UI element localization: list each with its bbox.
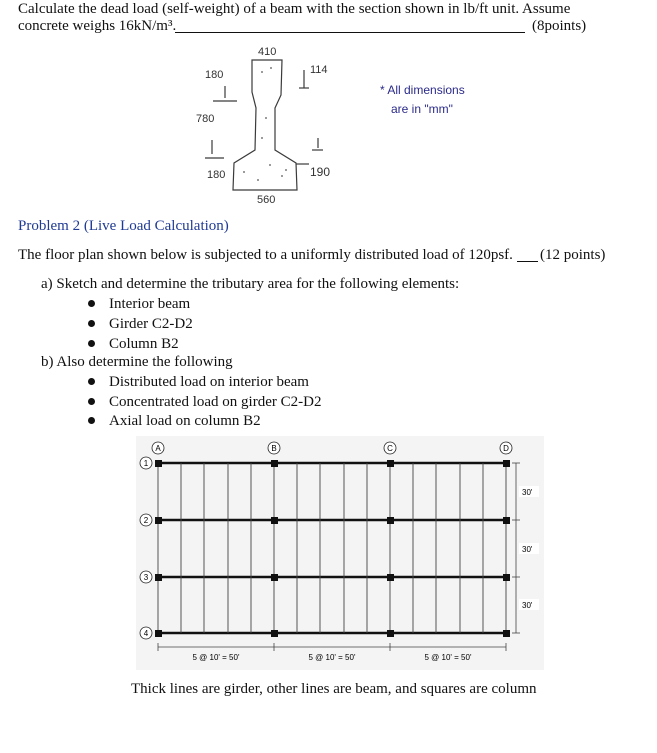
- col-label-c: C: [387, 444, 393, 453]
- beam-section-sketch: [0, 0, 657, 230]
- column-a4: [155, 630, 162, 637]
- column-a3: [155, 574, 162, 581]
- row-label-2: 2: [143, 516, 149, 525]
- bay-label-b-c: 5 @ 10' = 50': [308, 653, 356, 662]
- col-label-b: B: [271, 444, 277, 453]
- column-d2: [503, 517, 510, 524]
- item-text: Distributed load on interior beam: [109, 374, 309, 390]
- dim-left-top-label: 180: [205, 69, 224, 81]
- q1-line1: Calculate the dead load (self-weight) of a beam with the section shown in lb/ft unit. Assume: [18, 1, 571, 17]
- col-label-a: A: [155, 444, 161, 453]
- column-a1: [155, 460, 162, 467]
- row-label-4: 4: [143, 629, 149, 638]
- dim-bottom-label: 560: [257, 194, 276, 206]
- dim-right-top-label: 114: [310, 64, 328, 76]
- column-c1: [387, 460, 394, 467]
- bullet: [88, 320, 95, 327]
- dim-left-bottom-label: 180: [207, 169, 226, 181]
- row-label-3: 3: [143, 573, 149, 582]
- part-b-item-3: [88, 412, 261, 430]
- plan-caption: Thick lines are girder, other lines are beam, and squares are column: [131, 681, 537, 697]
- dim-top-label: 410: [258, 46, 277, 58]
- row-label-1: 1: [143, 459, 149, 468]
- section-outline: [233, 60, 297, 190]
- bay-label-c-d: 5 @ 10' = 50': [424, 653, 472, 662]
- column-b1: [271, 460, 278, 467]
- column-d4: [503, 630, 510, 637]
- problem2-intro: The floor plan shown below is subjected to a uniformly distributed load of 120psf.: [18, 247, 513, 263]
- dim-right-bottom-label: 190: [310, 165, 331, 179]
- item-text: Column B2: [109, 336, 179, 352]
- part-b-item-1: [88, 373, 309, 391]
- column-c3: [387, 574, 394, 581]
- column-c2: [387, 517, 394, 524]
- problem2-answer-blank[interactable]: [517, 261, 538, 262]
- row-spacing-3-4: 30': [522, 601, 533, 610]
- dimension-note-line2: are in "mm": [391, 102, 453, 116]
- problem2-points: (12 points): [540, 247, 606, 263]
- part-a-item-1: [88, 295, 190, 313]
- column-b2: [271, 517, 278, 524]
- q1-points: (8points): [532, 18, 587, 34]
- col-label-d: D: [503, 444, 509, 453]
- q1-line2: concrete weighs 16kN/m³.: [18, 18, 177, 34]
- column-a2: [155, 517, 162, 524]
- bullet: [88, 417, 95, 424]
- part-b-label: b) Also determine the following: [41, 354, 233, 370]
- row-spacing-1-2: 30': [522, 488, 533, 497]
- part-a-label: a) Sketch and determine the tributary area for the following elements:: [41, 276, 460, 292]
- column-d3: [503, 574, 510, 581]
- column-b4: [271, 630, 278, 637]
- item-text: Axial load on column B2: [109, 413, 261, 429]
- column-b3: [271, 574, 278, 581]
- item-text: Interior beam: [109, 296, 191, 312]
- column-c4: [387, 630, 394, 637]
- part-a-item-2: [88, 315, 193, 333]
- bay-label-a-b: 5 @ 10' = 50': [192, 653, 240, 662]
- bullet: [88, 340, 95, 347]
- part-b-item-2: [88, 393, 321, 411]
- bullet: [88, 378, 95, 385]
- bullet: [88, 398, 95, 405]
- bay-labels: [185, 651, 472, 662]
- item-text: Concentrated load on girder C2-D2: [109, 394, 322, 410]
- problem2-title: Problem 2 (Live Load Calculation): [18, 218, 229, 234]
- column-d1: [503, 460, 510, 467]
- dimension-note-line1: * All dimensions: [380, 83, 465, 97]
- item-text: Girder C2-D2: [109, 316, 193, 332]
- row-spacing-2-3: 30': [522, 545, 533, 554]
- bullet: [88, 300, 95, 307]
- part-a-item-3: [88, 335, 179, 353]
- floor-plan: [0, 436, 657, 676]
- dim-height-label: 780: [196, 113, 215, 125]
